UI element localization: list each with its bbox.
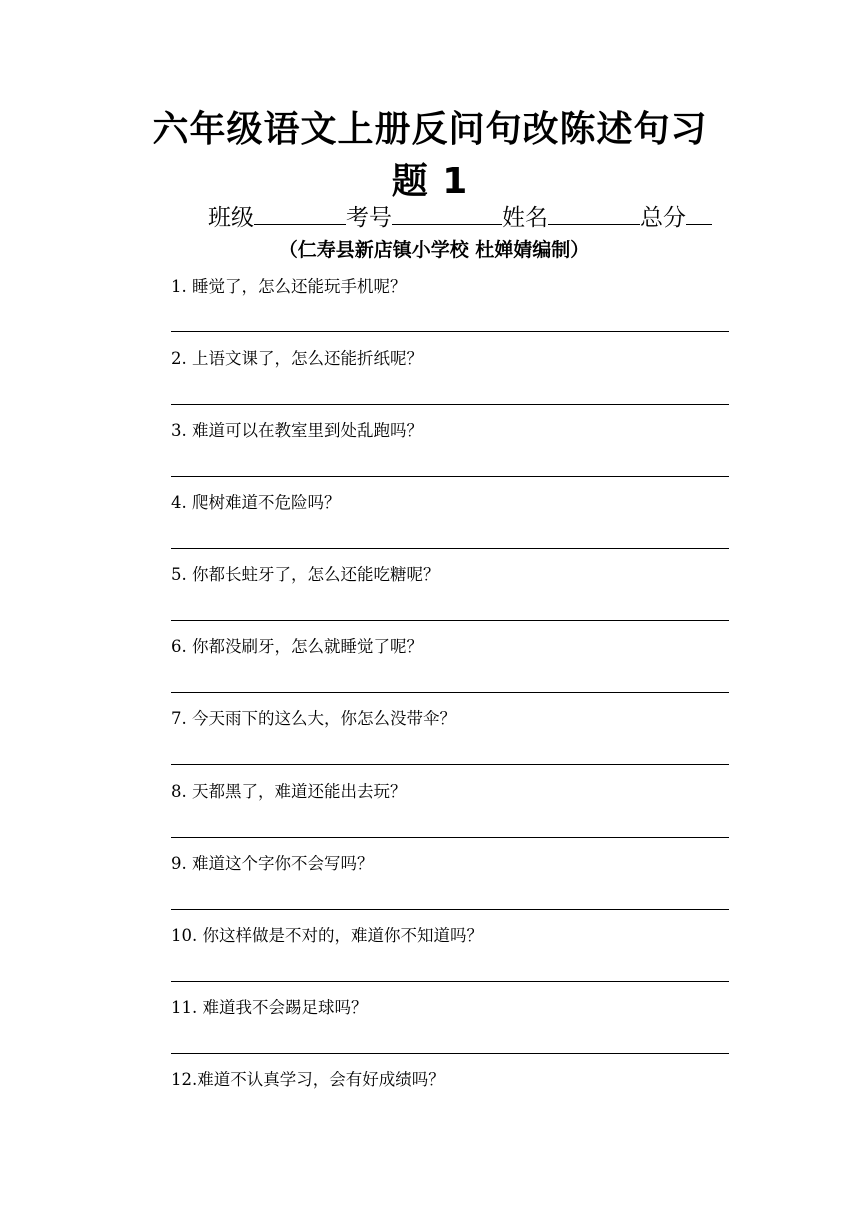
class-blank[interactable]	[254, 200, 346, 225]
score-blank[interactable]	[686, 200, 712, 225]
question-number: 11.	[171, 998, 198, 1017]
worksheet-title	[0, 104, 860, 208]
question-number: 5.	[171, 565, 187, 584]
answer-line[interactable]	[171, 1053, 729, 1054]
question-number: 12.	[171, 1070, 198, 1089]
answer-line[interactable]	[171, 981, 729, 982]
name-label: 姓名	[502, 205, 548, 231]
question-number: 6.	[171, 637, 187, 656]
question-item	[171, 1066, 445, 1094]
student-info-row	[208, 198, 768, 238]
score-label: 总分	[640, 205, 686, 231]
name-blank[interactable]	[548, 200, 640, 225]
question-number: 1.	[171, 277, 187, 296]
answer-line[interactable]	[171, 404, 729, 405]
question-text: 你这样做是不对的，难道你不知道吗？	[202, 926, 483, 945]
exam-number-label: 考号	[346, 205, 392, 231]
answer-line[interactable]	[171, 909, 729, 910]
author-credit: （仁寿县新店镇小学校 杜婵婧编制）	[278, 239, 590, 261]
question-text: 你都没刷牙，怎么就睡觉了呢？	[192, 637, 423, 656]
question-text: 爬树难道不危险吗？	[192, 493, 341, 512]
answer-line[interactable]	[171, 331, 729, 332]
answer-line[interactable]	[171, 692, 729, 693]
question-item	[171, 922, 483, 950]
question-text: 难道不认真学习，会有好成绩吗？	[197, 1070, 445, 1089]
question-number: 4.	[171, 493, 187, 512]
question-item	[171, 561, 440, 589]
question-item	[171, 489, 341, 517]
title-line-2: 题 1	[391, 161, 469, 202]
question-item	[171, 778, 407, 806]
question-number: 10.	[171, 926, 198, 945]
question-text: 难道我不会踢足球吗？	[202, 998, 368, 1017]
question-text: 天都黑了，难道还能出去玩？	[192, 782, 407, 801]
title-line-1: 六年级语文上册反问句改陈述句习	[152, 109, 708, 150]
question-text: 你都长蛀牙了，怎么还能吃糖呢？	[192, 565, 440, 584]
question-number: 9.	[171, 854, 187, 873]
question-item	[171, 633, 423, 661]
question-text: 难道可以在教室里到处乱跑吗？	[192, 421, 423, 440]
question-text: 睡觉了，怎么还能玩手机呢？	[192, 277, 407, 296]
question-number: 3.	[171, 421, 187, 440]
question-number: 2.	[171, 349, 187, 368]
question-item	[171, 345, 423, 373]
question-item	[171, 850, 374, 878]
question-number: 8.	[171, 782, 187, 801]
question-text: 今天雨下的这么大，你怎么没带伞？	[192, 709, 456, 728]
question-text: 上语文课了，怎么还能折纸呢？	[192, 349, 423, 368]
answer-line[interactable]	[171, 548, 729, 549]
answer-line[interactable]	[171, 476, 729, 477]
answer-line[interactable]	[171, 764, 729, 765]
question-item	[171, 417, 423, 445]
question-text: 难道这个字你不会写吗？	[192, 854, 374, 873]
answer-line[interactable]	[171, 620, 729, 621]
answer-line[interactable]	[171, 837, 729, 838]
question-item	[171, 705, 456, 733]
exam-number-blank[interactable]	[392, 200, 502, 225]
class-label: 班级	[208, 205, 254, 231]
question-number: 7.	[171, 709, 187, 728]
question-item	[171, 994, 368, 1022]
question-item	[171, 273, 407, 301]
